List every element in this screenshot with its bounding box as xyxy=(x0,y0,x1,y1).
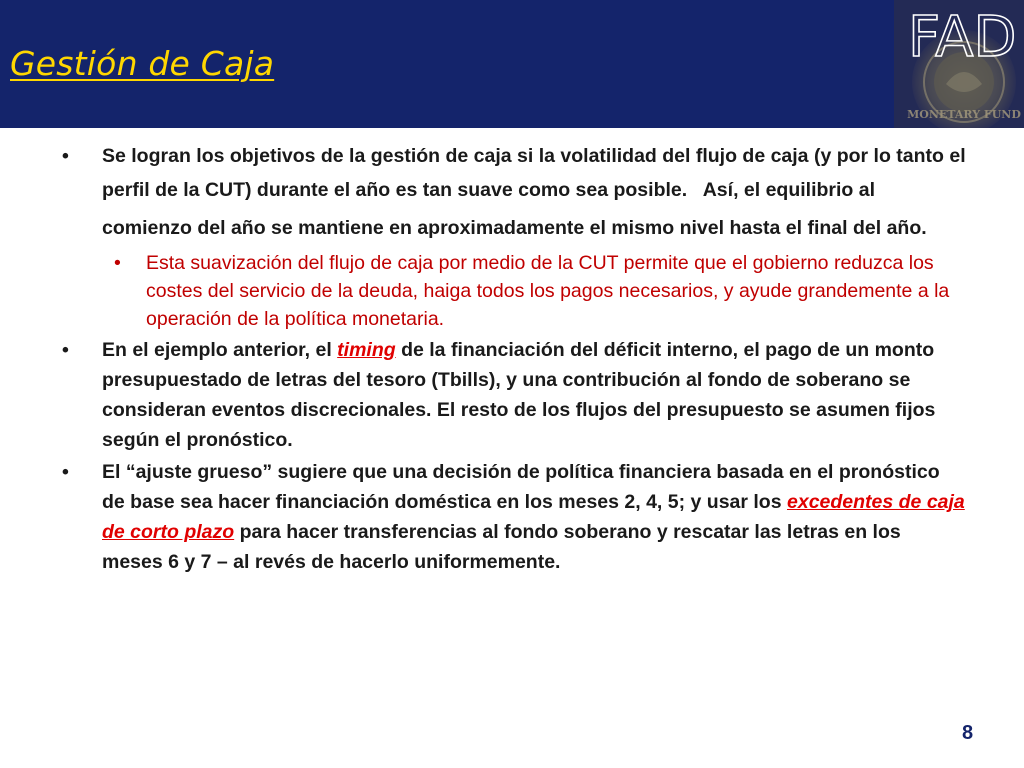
bullet-marker: • xyxy=(62,145,69,167)
bullet-1-text-b: Así, el equilibrio al comienzo del año se mantiene en aproximadamente el mismo nivel hasta el final del año. xyxy=(102,179,927,239)
bullet-2-text-a: En el ejemplo anterior, el xyxy=(102,339,338,361)
fad-logo-lettering: FAD xyxy=(908,5,1017,70)
bullet-2 xyxy=(56,335,966,455)
slide-header xyxy=(0,0,1024,128)
fad-imf-logo xyxy=(894,0,1024,128)
bullet-3-text-a: El “ajuste grueso” sugiere que una decisión de política financiera basada en el pronóstico de base sea hacer financiación doméstica en los meses 2, 4, 5; y usar los xyxy=(102,461,940,513)
bullet-3-text-b: para hacer transferencias al fondo soberano y rescatar las letras en los meses 6 y 7 – al revés de hacerlo uniformemente. xyxy=(102,521,901,573)
bullet-3 xyxy=(56,457,966,577)
bullet-1 xyxy=(56,142,966,247)
sub-bullet-marker: • xyxy=(114,252,121,274)
bullet-marker: • xyxy=(62,461,69,483)
bullet-2-text-c: El resto de los flujos del presupuesto se asumen fijos según el pronóstico. xyxy=(102,399,936,451)
sub-bullet-1 xyxy=(56,249,966,333)
excedentes-emphasis: excedentes de caja de corto plazo xyxy=(102,491,965,543)
page-number: 8 xyxy=(962,722,974,744)
slide-title: Gestión de Caja xyxy=(10,44,275,83)
bullet-2-text-b: de la financiación del déficit interno, el pago de un monto presupuestado de letras del tesoro (Tbills), y una contribución al fondo de soberano se consideran eventos discrecionales. xyxy=(102,339,935,421)
slide-body xyxy=(56,142,966,577)
bullet-marker: • xyxy=(62,339,69,361)
svg-text:MONETARY FUND: MONETARY FUND xyxy=(907,108,1021,121)
sub-bullet-1-text: Esta suavización del flujo de caja por medio de la CUT permite que el gobierno reduzca los costes del servicio de la deuda, haiga todos los pagos necesarios, y ayude grandemente a la operación de la política monetaria. xyxy=(146,252,950,330)
bullet-1-text-a: Se logran los objetivos de la gestión de caja si la volatilidad del flujo de caja (y por lo tanto el perfil de la CUT) durante el año es tan suave como sea posible. xyxy=(102,145,966,201)
timing-emphasis: timing xyxy=(337,339,396,361)
